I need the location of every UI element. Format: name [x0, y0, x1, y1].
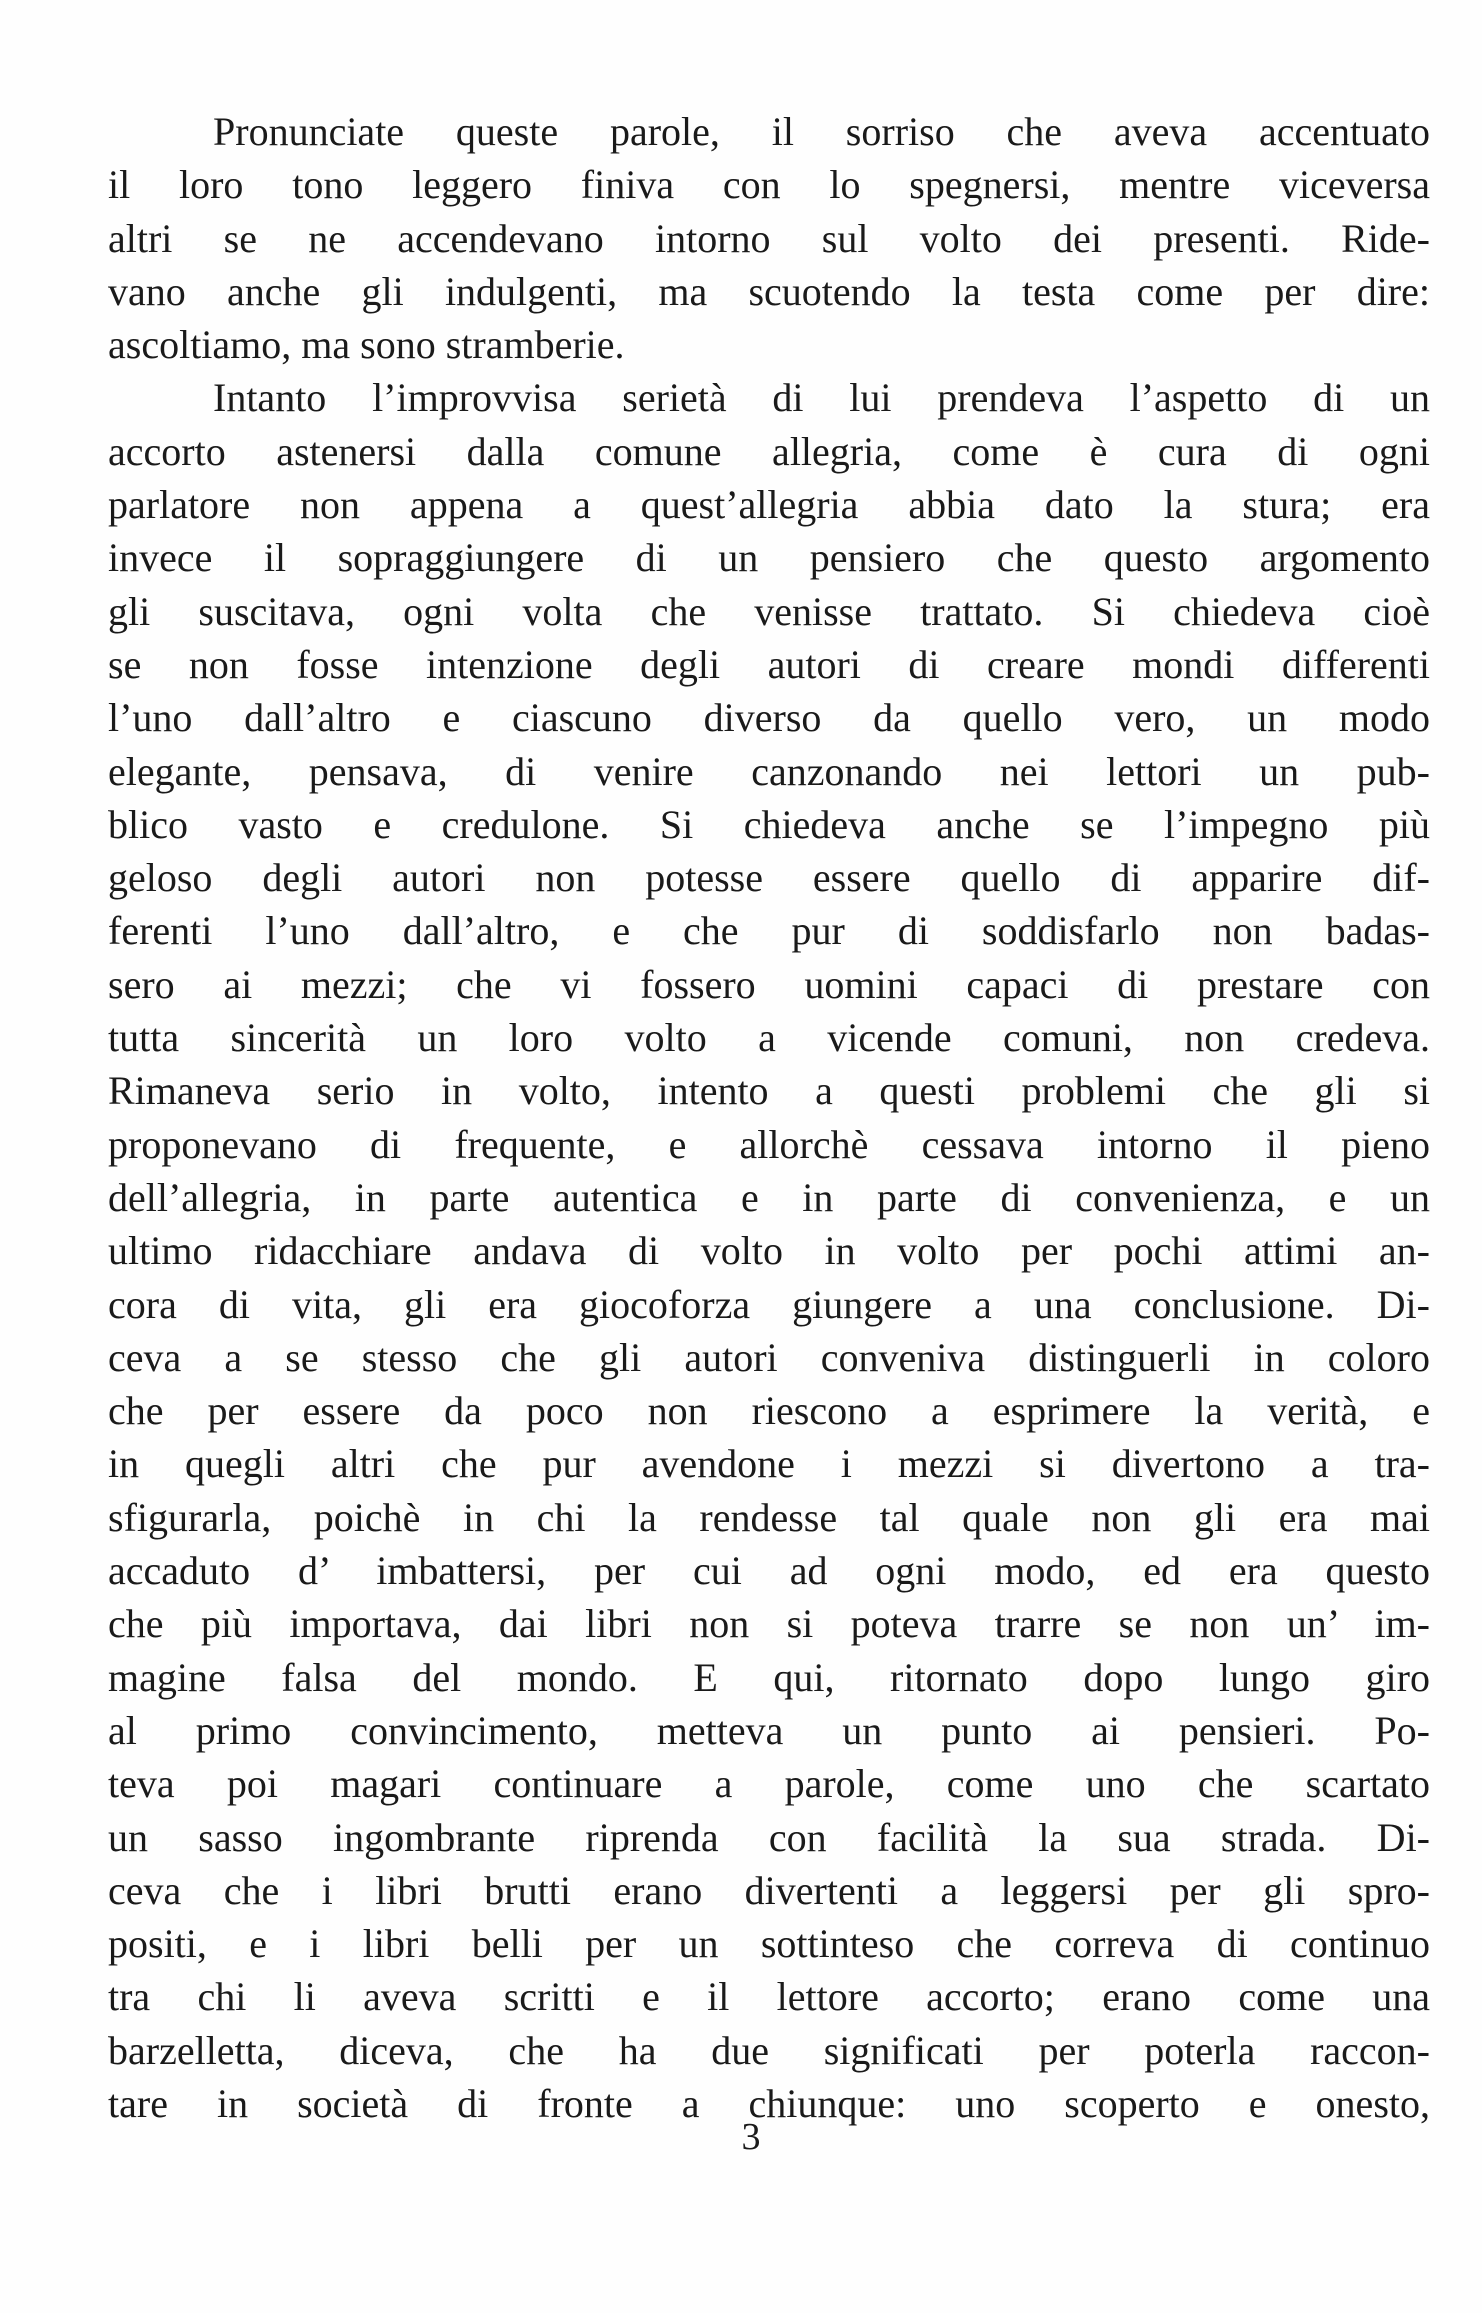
text-line: blico vasto e credulone. Si chiedeva anche se l’impegno più — [108, 801, 1430, 847]
paragraph-1 — [108, 105, 1430, 371]
body-text — [108, 105, 1430, 2130]
text-line: cora di vita, gli era giocoforza giungere a una conclusione. Di- — [108, 1281, 1430, 1327]
paragraph-2 — [108, 371, 1430, 2130]
text-line: proponevano di frequente, e allorchè cessava intorno il pieno — [108, 1121, 1430, 1167]
text-line: dell’allegria, in parte autentica e in parte di convenienza, e un — [108, 1174, 1430, 1220]
text-line: gli suscitava, ogni volta che venisse trattato. Si chiedeva cioè — [108, 588, 1430, 634]
text-line: Rimaneva serio in volto, intento a questi problemi che gli si — [108, 1068, 1430, 1114]
text-line: barzelletta, diceva, che ha due significati per poterla raccon- — [108, 2027, 1430, 2073]
text-line: che per essere da poco non riescono a esprimere la verità, e — [108, 1388, 1430, 1434]
text-line: ceva che i libri brutti erano divertenti a leggersi per gli spro- — [108, 1867, 1430, 1913]
text-line: magine falsa del mondo. E qui, ritornato dopo lungo giro — [108, 1654, 1430, 1700]
text-line: ceva a se stesso che gli autori conveniva distinguerli in coloro — [108, 1334, 1430, 1380]
text-line: teva poi magari continuare a parole, come uno che scartato — [108, 1761, 1430, 1807]
text-line: ascoltiamo, ma sono stramberie. — [108, 322, 625, 368]
text-line: invece il sopraggiungere di un pensiero che questo argomento — [108, 535, 1430, 581]
text-line: tare in società di fronte a chiunque: uno scoperto e onesto, — [108, 2080, 1430, 2126]
text-line: l’uno dall’altro e ciascuno diverso da quello vero, un modo — [108, 695, 1430, 741]
page-number: 3 — [741, 2116, 761, 2158]
text-line: accaduto d’ imbattersi, per cui ad ogni modo, ed era questo — [108, 1548, 1430, 1594]
text-line: ultimo ridacchiare andava di volto in volto per pochi attimi an- — [108, 1228, 1430, 1274]
text-line: sfigurarla, poichè in chi la rendesse tal quale non gli era mai — [108, 1494, 1430, 1540]
text-line: elegante, pensava, di venire canzonando nei lettori un pub- — [108, 748, 1430, 794]
text-line: che più importava, dai libri non si poteva trarre se non un’ im- — [108, 1601, 1430, 1647]
text-line: accorto astenersi dalla comune allegria, come è cura di ogni — [108, 428, 1430, 474]
text-line: se non fosse intenzione degli autori di creare mondi differenti — [108, 641, 1430, 687]
text-line: Intanto l’improvvisa serietà di lui prendeva l’aspetto di un — [213, 375, 1430, 421]
text-line: positi, e i libri belli per un sottinteso che correva di continuo — [108, 1921, 1430, 1967]
text-line: ferenti l’uno dall’altro, e che pur di soddisfarlo non badas- — [108, 908, 1430, 954]
text-line: vano anche gli indulgenti, ma scuotendo la testa come per dire: — [108, 268, 1430, 314]
text-line: in quegli altri che pur avendone i mezzi si divertono a tra- — [108, 1441, 1430, 1487]
text-line: parlatore non appena a quest’allegria abbia dato la stura; era — [108, 482, 1430, 528]
text-line: al primo convincimento, metteva un punto ai pensieri. Po- — [108, 1707, 1430, 1753]
text-line: un sasso ingombrante riprenda con facilità la sua strada. Di- — [108, 1814, 1430, 1860]
text-line: altri se ne accendevano intorno sul volto dei presenti. Ride- — [108, 215, 1430, 261]
text-line: sero ai mezzi; che vi fossero uomini capaci di prestare con — [108, 961, 1430, 1007]
text-line: tutta sincerità un loro volto a vicende comuni, non credeva. — [108, 1015, 1430, 1061]
text-line: tra chi li aveva scritti e il lettore accorto; erano come una — [108, 1974, 1430, 2020]
text-line: Pronunciate queste parole, il sorriso che aveva accentuato — [213, 109, 1430, 154]
text-line: geloso degli autori non potesse essere quello di apparire dif- — [108, 855, 1430, 901]
text-line: il loro tono leggero finiva con lo spegnersi, mentre viceversa — [108, 162, 1430, 208]
